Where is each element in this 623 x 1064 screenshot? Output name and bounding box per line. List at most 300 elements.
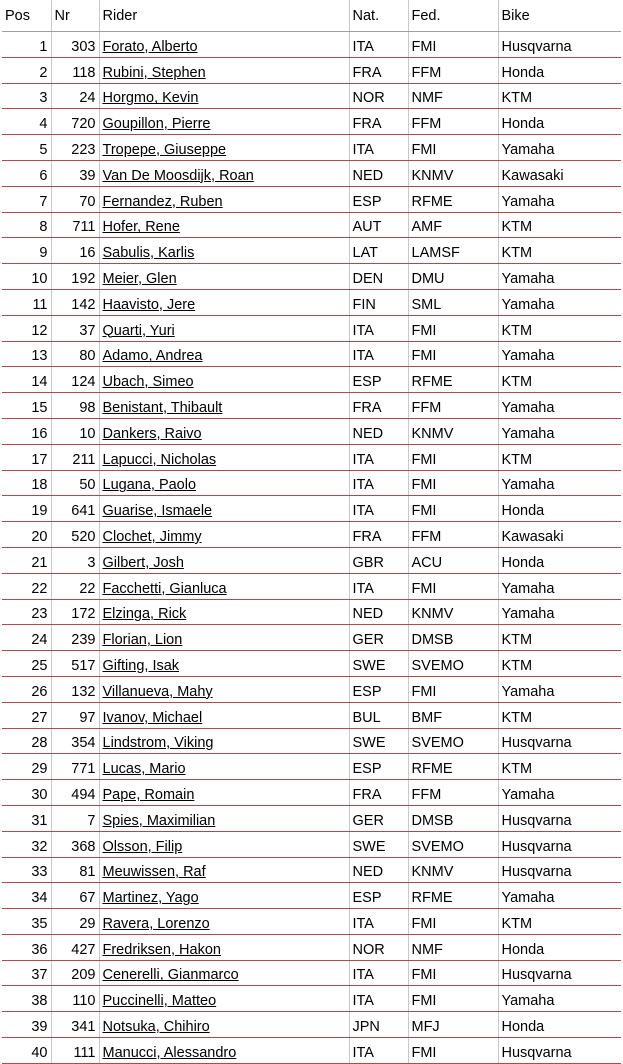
cell-nr: 110 [51,986,99,1012]
cell-nat: NOR [349,934,408,960]
cell-nat: ITA [349,135,408,161]
cell-fed: FMI [408,315,498,341]
cell-fed: FMI [408,444,498,470]
rider-link[interactable]: Puccinelli, Matteo [102,993,217,1010]
cell-pos: 25 [2,651,51,677]
cell-fed: FMI [408,960,498,986]
results-header [2,0,621,32]
cell-rider [99,289,349,315]
table-row [2,754,621,780]
cell-nat: GER [349,805,408,831]
rider-link[interactable]: Facchetti, Gianluca [102,580,227,597]
table-row [2,702,621,728]
rider-link[interactable]: Ravera, Lorenzo [102,915,210,932]
cell-bike: KTM [498,651,621,677]
cell-nat: ITA [349,909,408,935]
cell-rider [99,547,349,573]
cell-bike: Yamaha [498,676,621,702]
cell-rider [99,676,349,702]
cell-nat: ITA [349,444,408,470]
cell-fed: SVEMO [408,831,498,857]
cell-nr: 209 [51,960,99,986]
cell-fed: NMF [408,934,498,960]
cell-fed: FFM [408,57,498,83]
cell-nr: 16 [51,238,99,264]
cell-pos: 19 [2,496,51,522]
cell-rider [99,934,349,960]
rider-link[interactable]: Quarti, Yuri [102,322,175,339]
cell-fed: FFM [408,393,498,419]
rider-link[interactable]: Dankers, Raivo [102,425,202,442]
table-row [2,212,621,238]
cell-rider [99,702,349,728]
cell-nat: DEN [349,264,408,290]
cell-bike: KTM [498,625,621,651]
cell-rider [99,315,349,341]
cell-nr: 10 [51,418,99,444]
cell-nat: ESP [349,754,408,780]
cell-nr: 711 [51,212,99,238]
cell-bike: Yamaha [498,883,621,909]
table-row [2,573,621,599]
cell-bike: Honda [498,547,621,573]
cell-fed: FMI [408,135,498,161]
cell-nr: 142 [51,289,99,315]
header-fed: Fed. [408,0,498,32]
cell-nr: 132 [51,676,99,702]
cell-bike: Husqvarna [498,805,621,831]
cell-nat: NED [349,418,408,444]
cell-fed: FFM [408,780,498,806]
cell-bike: KTM [498,367,621,393]
cell-fed: MFJ [408,1012,498,1038]
cell-nat: ITA [349,573,408,599]
cell-bike: Yamaha [498,470,621,496]
cell-pos: 35 [2,909,51,935]
cell-bike: Husqvarna [498,32,621,58]
cell-rider [99,367,349,393]
rider-link[interactable]: Lapucci, Nicholas [102,451,217,468]
cell-fed: KNMV [408,857,498,883]
table-row [2,547,621,573]
cell-bike: Yamaha [498,186,621,212]
cell-nr: 98 [51,393,99,419]
cell-pos: 33 [2,857,51,883]
cell-rider [99,418,349,444]
rider-link[interactable]: Olsson, Filip [102,838,183,855]
cell-pos: 5 [2,135,51,161]
cell-pos: 12 [2,315,51,341]
rider-link[interactable]: Forato, Alberto [102,38,198,55]
cell-nat: GBR [349,547,408,573]
cell-fed: SVEMO [408,651,498,677]
table-row [2,496,621,522]
cell-pos: 22 [2,573,51,599]
cell-fed: FMI [408,1038,498,1064]
cell-bike: KTM [498,315,621,341]
table-row [2,393,621,419]
cell-rider [99,393,349,419]
rider-link[interactable]: Adamo, Andrea [102,348,203,365]
cell-nat: AUT [349,212,408,238]
cell-bike: Honda [498,57,621,83]
cell-nr: 81 [51,857,99,883]
cell-pos: 10 [2,264,51,290]
cell-nat: ITA [349,1038,408,1064]
table-row [2,1012,621,1038]
cell-pos: 30 [2,780,51,806]
cell-bike: Yamaha [498,341,621,367]
cell-nr: 97 [51,702,99,728]
cell-nat: NOR [349,83,408,109]
cell-rider [99,109,349,135]
cell-pos: 20 [2,522,51,548]
rider-link[interactable]: Tropepe, Giuseppe [102,141,227,158]
rider-link[interactable]: Florian, Lion [102,632,183,649]
cell-nr: 50 [51,470,99,496]
cell-nat: ITA [349,470,408,496]
cell-rider [99,960,349,986]
cell-fed: FMI [408,986,498,1012]
cell-pos: 3 [2,83,51,109]
table-row [2,83,621,109]
rider-link[interactable]: Lucas, Mario [102,761,186,778]
table-row [2,728,621,754]
cell-bike: Kawasaki [498,160,621,186]
cell-nat: ESP [349,676,408,702]
cell-rider [99,728,349,754]
cell-nat: FRA [349,57,408,83]
cell-nr: 29 [51,909,99,935]
cell-fed: DMSB [408,625,498,651]
cell-rider [99,341,349,367]
table-row [2,780,621,806]
table-row [2,934,621,960]
cell-rider [99,754,349,780]
cell-fed: FFM [408,109,498,135]
cell-bike: Yamaha [498,573,621,599]
header-rider: Rider [99,0,349,32]
cell-nr: 354 [51,728,99,754]
results-table [2,0,621,1064]
cell-rider [99,1012,349,1038]
cell-nat: ESP [349,186,408,212]
table-row [2,57,621,83]
cell-fed: LAMSF [408,238,498,264]
cell-bike: Honda [498,1012,621,1038]
cell-rider [99,212,349,238]
cell-nr: 192 [51,264,99,290]
cell-nat: ITA [349,960,408,986]
cell-nr: 771 [51,754,99,780]
cell-nr: 22 [51,573,99,599]
cell-nat: SWE [349,831,408,857]
rider-link[interactable]: Gifting, Isak [102,657,180,674]
cell-rider [99,135,349,161]
rider-link[interactable]: Lindstrom, Viking [102,735,214,752]
cell-nat: BUL [349,702,408,728]
cell-nr: 223 [51,135,99,161]
cell-nat: NED [349,857,408,883]
cell-nat: FRA [349,393,408,419]
cell-nat: GER [349,625,408,651]
cell-rider [99,805,349,831]
cell-fed: KNMV [408,160,498,186]
cell-nat: NED [349,160,408,186]
rider-link[interactable]: Goupillon, Pierre [102,116,211,133]
cell-nat: ESP [349,883,408,909]
cell-nr: 341 [51,1012,99,1038]
cell-rider [99,470,349,496]
cell-pos: 6 [2,160,51,186]
cell-fed: FMI [408,573,498,599]
cell-pos: 21 [2,547,51,573]
table-row [2,470,621,496]
cell-fed: NMF [408,83,498,109]
cell-rider [99,32,349,58]
cell-nat: ITA [349,496,408,522]
rider-link[interactable]: Clochet, Jimmy [102,528,202,545]
cell-nr: 124 [51,367,99,393]
cell-bike: Husqvarna [498,728,621,754]
cell-pos: 18 [2,470,51,496]
cell-bike: Yamaha [498,135,621,161]
rider-link[interactable]: Hofer, Rene [102,219,180,236]
cell-rider [99,186,349,212]
rider-link[interactable]: Ubach, Simeo [102,374,194,391]
table-row [2,522,621,548]
cell-fed: FFM [408,522,498,548]
cell-bike: Honda [498,109,621,135]
header-nr: Nr [51,0,99,32]
cell-nr: 24 [51,83,99,109]
cell-nr: 37 [51,315,99,341]
cell-nr: 7 [51,805,99,831]
cell-fed: KNMV [408,418,498,444]
rider-link[interactable]: Elzinga, Rick [102,606,187,623]
cell-bike: KTM [498,909,621,935]
rider-link[interactable]: Notsuka, Chihiro [102,1019,210,1036]
header-pos: Pos [2,0,51,32]
cell-bike: Yamaha [498,780,621,806]
cell-rider [99,444,349,470]
table-row [2,676,621,702]
cell-rider [99,238,349,264]
cell-pos: 36 [2,934,51,960]
cell-pos: 31 [2,805,51,831]
cell-bike: KTM [498,212,621,238]
rider-link[interactable]: Benistant, Thibault [102,399,223,416]
cell-bike: Husqvarna [498,960,621,986]
cell-rider [99,883,349,909]
cell-nr: 211 [51,444,99,470]
cell-fed: RFME [408,883,498,909]
cell-fed: FMI [408,470,498,496]
header-bike: Bike [498,0,621,32]
cell-nr: 70 [51,186,99,212]
cell-fed: BMF [408,702,498,728]
cell-pos: 23 [2,599,51,625]
cell-nr: 3 [51,547,99,573]
cell-bike: KTM [498,238,621,264]
cell-bike: Kawasaki [498,522,621,548]
table-row [2,651,621,677]
cell-nr: 39 [51,160,99,186]
rider-link[interactable]: Haavisto, Jere [102,296,196,313]
cell-pos: 2 [2,57,51,83]
table-row [2,315,621,341]
cell-nr: 67 [51,883,99,909]
cell-bike: KTM [498,702,621,728]
cell-bike: Yamaha [498,289,621,315]
cell-nat: ITA [349,341,408,367]
cell-rider [99,496,349,522]
cell-rider [99,573,349,599]
rider-link[interactable]: Gilbert, Josh [102,554,184,571]
rider-link[interactable]: Meuwissen, Raf [102,864,206,881]
cell-rider [99,909,349,935]
cell-nat: FIN [349,289,408,315]
table-row [2,805,621,831]
table-row [2,960,621,986]
cell-bike: KTM [498,83,621,109]
table-row [2,1038,621,1064]
table-row [2,135,621,161]
cell-fed: FMI [408,676,498,702]
cell-nr: 494 [51,780,99,806]
rider-link[interactable]: Villanueva, Mahy [102,683,213,700]
table-row [2,109,621,135]
table-row [2,444,621,470]
cell-fed: KNMV [408,599,498,625]
cell-pos: 38 [2,986,51,1012]
table-row [2,238,621,264]
table-row [2,857,621,883]
cell-nat: LAT [349,238,408,264]
cell-nr: 172 [51,599,99,625]
cell-rider [99,651,349,677]
cell-pos: 8 [2,212,51,238]
cell-fed: RFME [408,367,498,393]
cell-fed: FMI [408,32,498,58]
table-row [2,289,621,315]
cell-pos: 32 [2,831,51,857]
results-body [2,32,621,1064]
cell-nr: 720 [51,109,99,135]
cell-nat: JPN [349,1012,408,1038]
cell-fed: RFME [408,186,498,212]
cell-pos: 11 [2,289,51,315]
rider-link[interactable]: Spies, Maximilian [102,812,216,829]
cell-pos: 17 [2,444,51,470]
table-row [2,625,621,651]
rider-link[interactable]: Cenerelli, Gianmarco [102,967,239,984]
cell-bike: KTM [498,444,621,470]
table-row [2,986,621,1012]
cell-bike: Yamaha [498,986,621,1012]
cell-bike: Yamaha [498,418,621,444]
cell-nat: SWE [349,651,408,677]
rider-link[interactable]: Manucci, Alessandro [102,1044,237,1061]
cell-rider [99,83,349,109]
cell-nr: 517 [51,651,99,677]
header-row [2,0,621,32]
cell-nat: ITA [349,986,408,1012]
cell-pos: 14 [2,367,51,393]
cell-pos: 34 [2,883,51,909]
cell-rider [99,522,349,548]
table-row [2,883,621,909]
rider-link[interactable]: Horgmo, Kevin [102,90,199,107]
rider-link[interactable]: Sabulis, Karlis [102,245,195,262]
cell-pos: 39 [2,1012,51,1038]
rider-link[interactable]: Fernandez, Ruben [102,193,223,210]
cell-fed: ACU [408,547,498,573]
cell-pos: 28 [2,728,51,754]
rider-link[interactable]: Meier, Glen [102,270,177,287]
cell-rider [99,264,349,290]
cell-nat: FRA [349,109,408,135]
rider-link[interactable]: Pape, Romain [102,786,195,803]
cell-pos: 13 [2,341,51,367]
cell-nr: 368 [51,831,99,857]
cell-nr: 111 [51,1038,99,1064]
table-row [2,341,621,367]
rider-link[interactable]: Martinez, Yago [102,890,199,907]
cell-pos: 4 [2,109,51,135]
header-nat: Nat. [349,0,408,32]
cell-nat: FRA [349,780,408,806]
cell-nat: NED [349,599,408,625]
cell-rider [99,780,349,806]
cell-nat: ITA [349,315,408,341]
rider-link[interactable]: Fredriksen, Hakon [102,941,221,958]
table-row [2,909,621,935]
cell-nr: 80 [51,341,99,367]
table-row [2,599,621,625]
cell-nr: 118 [51,57,99,83]
cell-bike: Honda [498,934,621,960]
cell-bike: Husqvarna [498,857,621,883]
cell-rider [99,831,349,857]
cell-nat: FRA [349,522,408,548]
cell-pos: 29 [2,754,51,780]
cell-fed: SVEMO [408,728,498,754]
table-row [2,367,621,393]
rider-link[interactable]: Guarise, Ismaele [102,503,213,520]
cell-rider [99,57,349,83]
rider-link[interactable]: Lugana, Paolo [102,477,197,494]
cell-nat: SWE [349,728,408,754]
rider-link[interactable]: Ivanov, Michael [102,709,203,726]
cell-pos: 37 [2,960,51,986]
cell-fed: FMI [408,496,498,522]
cell-bike: Husqvarna [498,1038,621,1064]
cell-nr: 641 [51,496,99,522]
rider-link[interactable]: Rubini, Stephen [102,64,206,81]
cell-pos: 16 [2,418,51,444]
cell-pos: 24 [2,625,51,651]
cell-fed: FMI [408,909,498,935]
cell-bike: Honda [498,496,621,522]
cell-nat: ITA [349,32,408,58]
cell-rider [99,857,349,883]
rider-link[interactable]: Van De Moosdijk, Roan [102,167,254,184]
cell-fed: DMSB [408,805,498,831]
table-row [2,186,621,212]
table-row [2,160,621,186]
cell-rider [99,986,349,1012]
